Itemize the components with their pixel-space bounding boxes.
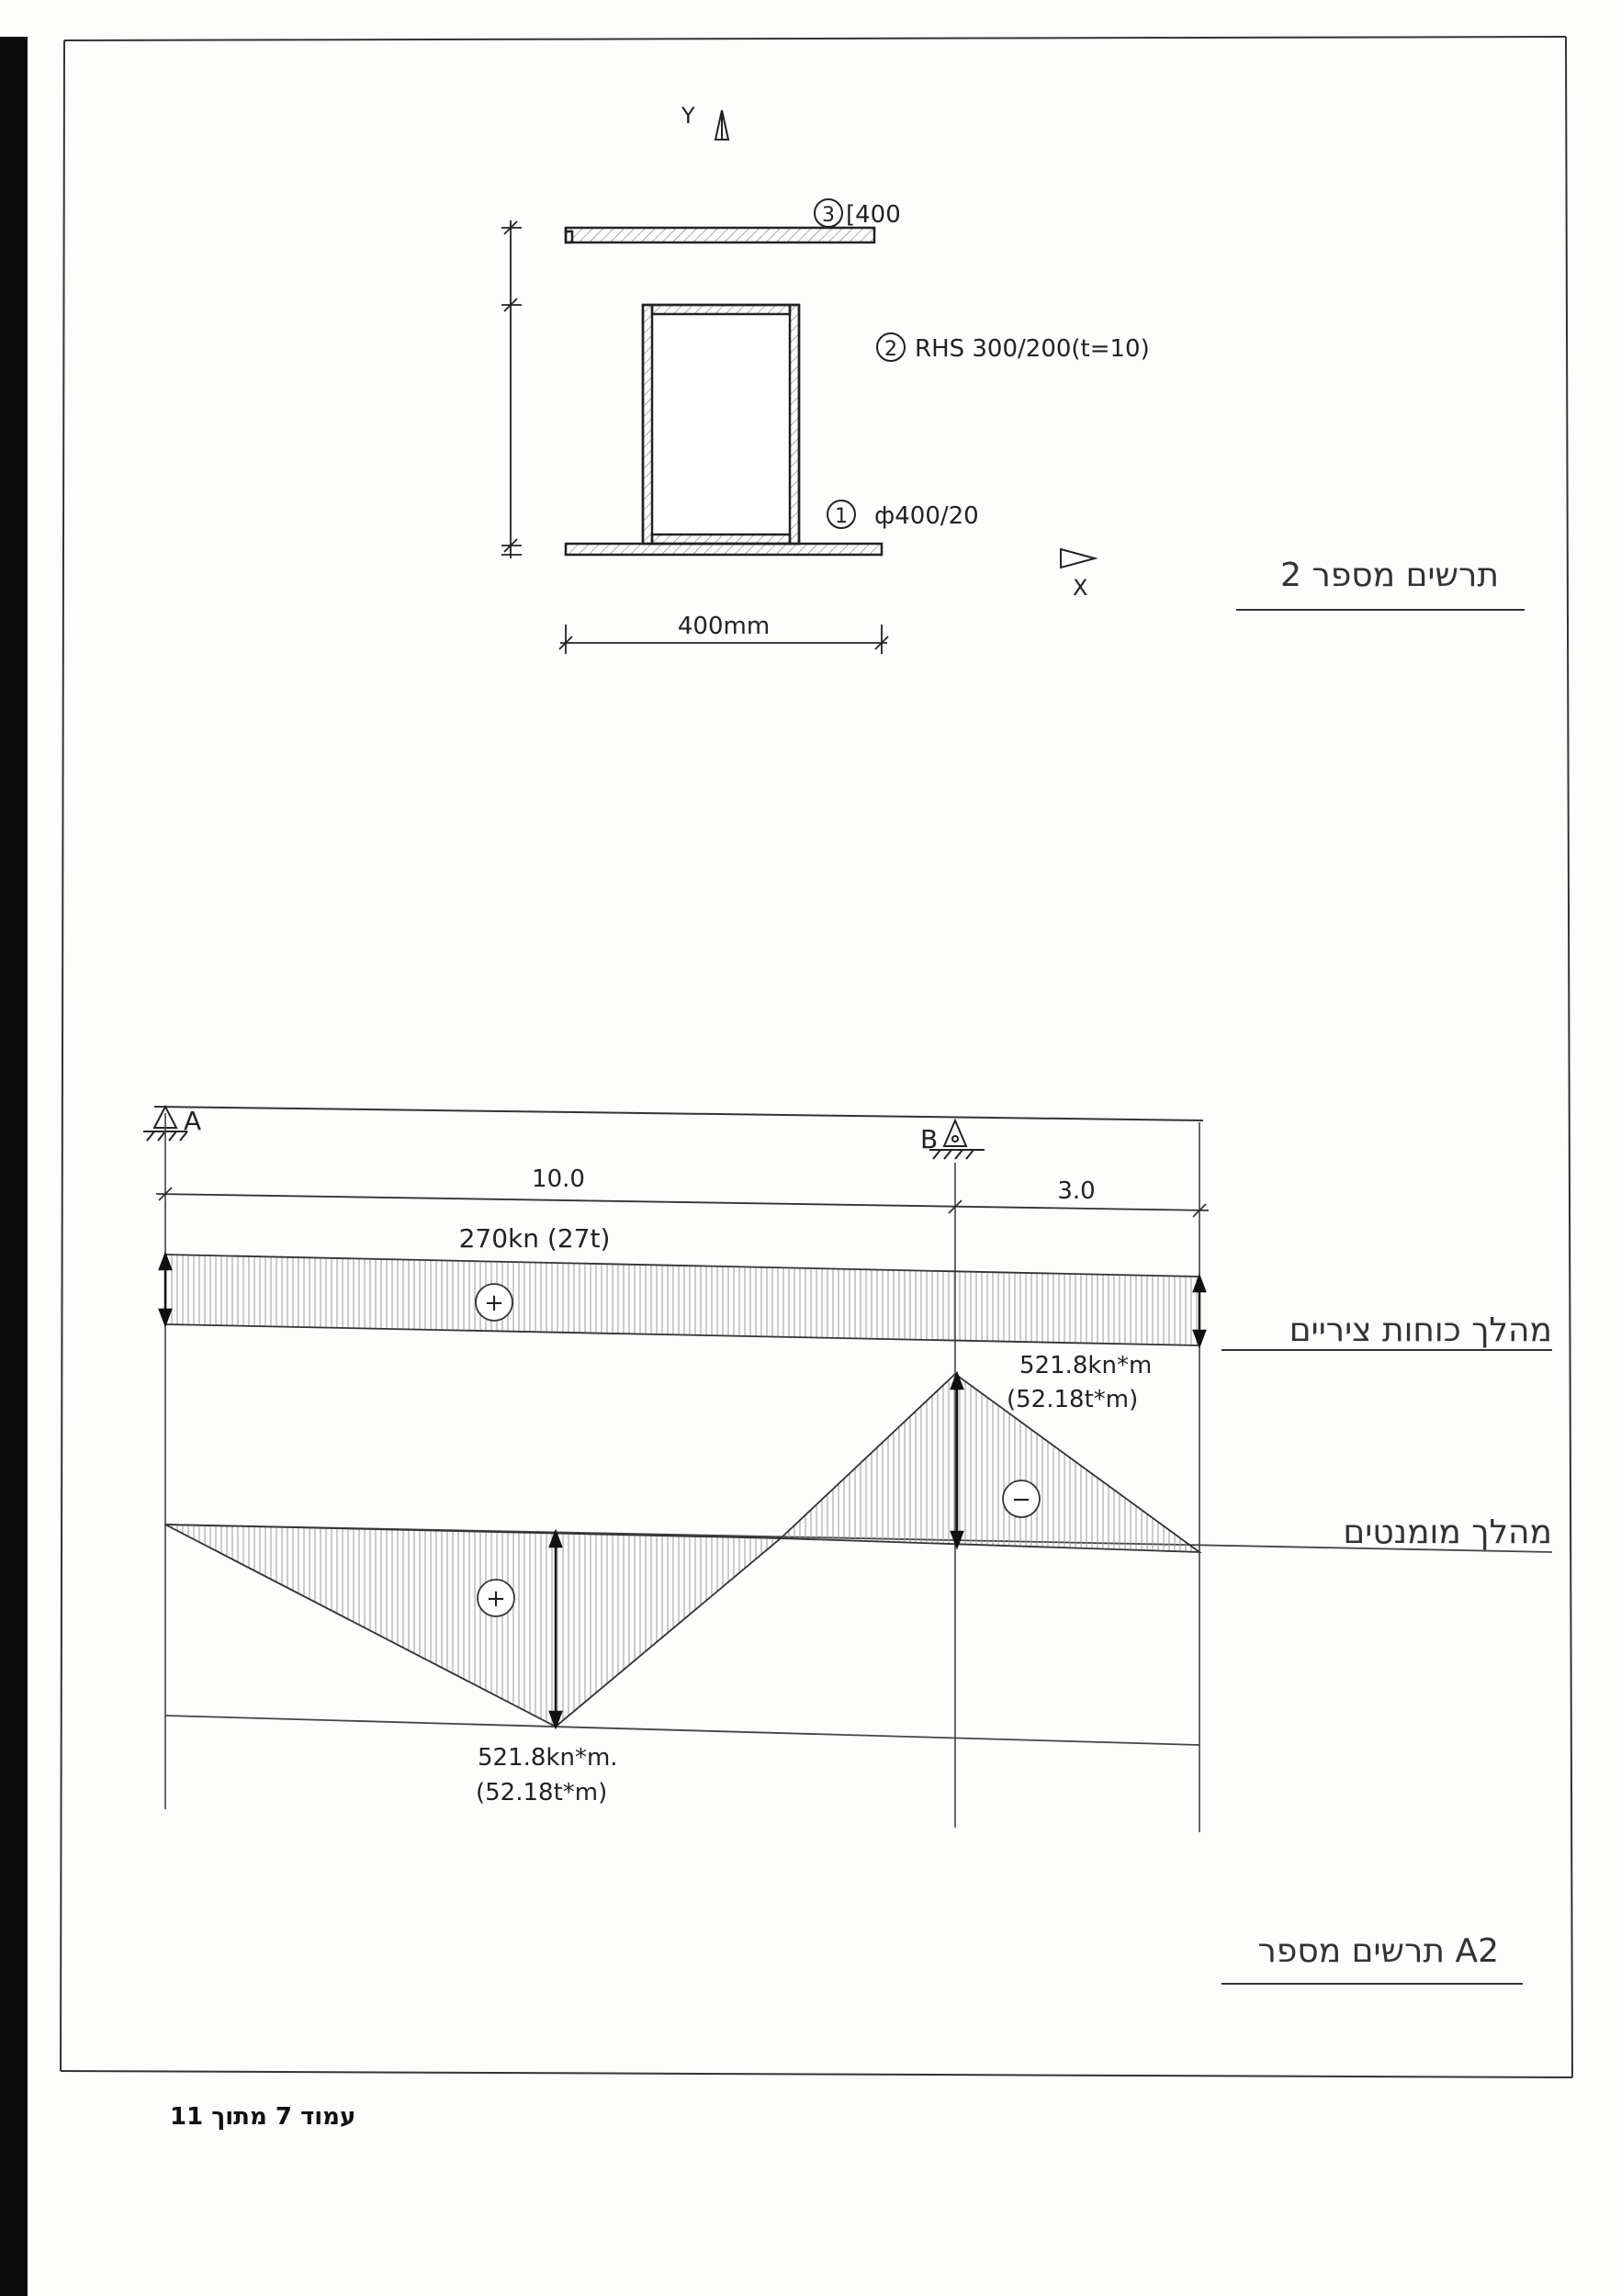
svg-text:+: + (484, 1289, 504, 1317)
channel-section (566, 228, 874, 242)
callout-2 (877, 333, 905, 361)
svg-text:1: 1 (835, 505, 848, 528)
x-axis-arrow (1061, 549, 1095, 568)
x-axis-label: X (1073, 575, 1088, 601)
figure-2-caption: תרשים מספר 2 (1280, 557, 1499, 594)
y-axis-label: Y (681, 103, 695, 129)
callout-3 (815, 199, 842, 227)
part1-label: ф400/20 (874, 502, 979, 530)
moment-minus-sign (1003, 1480, 1040, 1517)
moment-neg-value-kn: 521.8kn*m (1019, 1352, 1153, 1379)
axial-force-value: 270kn (27t) (458, 1223, 611, 1254)
svg-text:+: + (486, 1585, 506, 1613)
moment-neg-value-t: (52.18t*m) (1007, 1386, 1139, 1413)
cross-section-drawing (501, 103, 1525, 654)
svg-text:−: − (1011, 1486, 1031, 1514)
rhs-box-section (643, 305, 799, 544)
figure-a2-caption: תרשים מספר A2 (1257, 1932, 1499, 1970)
part3-label: [400 (846, 201, 901, 229)
callout-1 (827, 501, 855, 528)
beam-diagram (143, 1106, 1552, 1984)
beam-line (154, 1107, 1203, 1120)
span-dimension (156, 1187, 1209, 1217)
span-ab-label: 10.0 (532, 1165, 585, 1193)
support-b-label: B (920, 1124, 939, 1154)
y-axis-arrow (715, 110, 728, 140)
axial-plus-sign (476, 1284, 512, 1321)
svg-text:3: 3 (822, 204, 835, 227)
svg-text:2: 2 (884, 338, 897, 361)
bottom-plate (566, 544, 882, 555)
span-overhang-label: 3.0 (1057, 1177, 1096, 1205)
moment-pos-value-kn: 521.8kn*m. (478, 1744, 618, 1772)
width-dimension-label: 400mm (677, 613, 771, 640)
part2-label: RHS 300/200(t=10) (915, 335, 1150, 363)
page-footer: עמוד 7 מתוך 11 (170, 2103, 356, 2131)
support-a-label: A (184, 1106, 202, 1136)
axial-force-band (165, 1255, 1199, 1345)
axial-force-title: מהלך כוחות ציריים (1289, 1311, 1552, 1349)
page-frame (61, 37, 1572, 2077)
height-dimension (501, 220, 522, 558)
moment-lower-line (165, 1716, 1199, 1745)
moment-positive-hatch (165, 1525, 781, 1727)
moment-pos-value-t: (52.18t*m) (476, 1779, 608, 1806)
moment-plus-sign (478, 1580, 514, 1616)
moment-title: מהלך מומנטים (1343, 1514, 1552, 1551)
